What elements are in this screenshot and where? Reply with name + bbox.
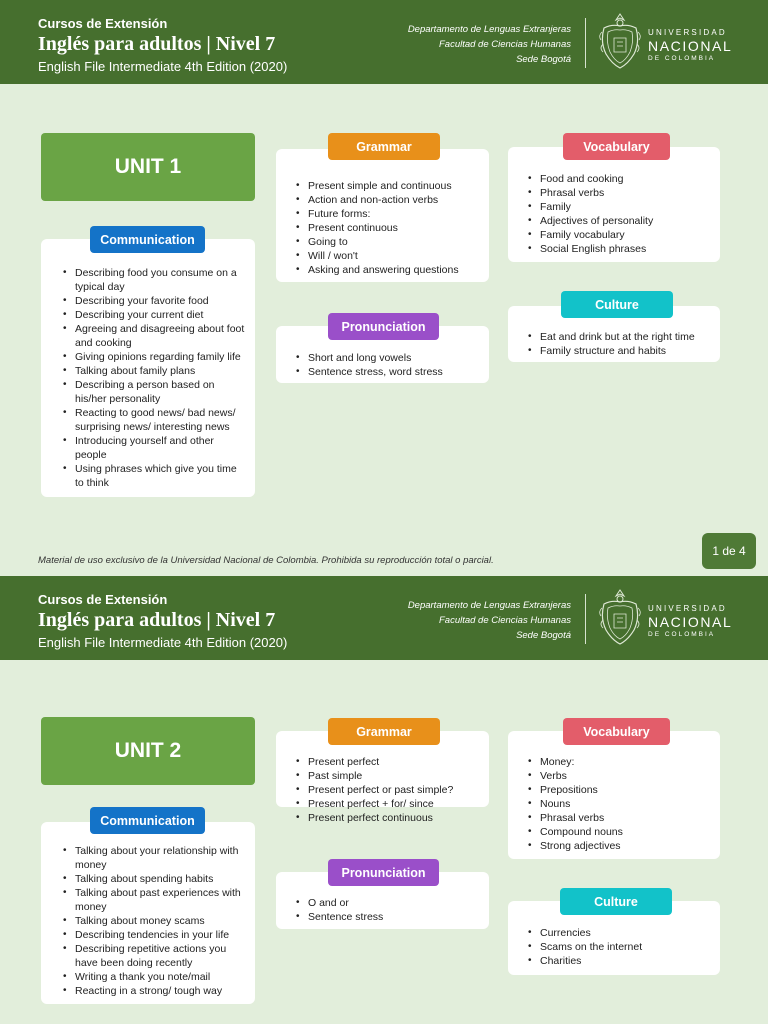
list-item: • Past simple <box>294 769 453 783</box>
course-edition: English File Intermediate 4th Edition (2020) <box>38 59 288 74</box>
unit-1-grammar-card <box>276 149 489 282</box>
wordmark-line-1: UNIVERSIDAD <box>648 604 727 613</box>
list-item: • Present simple and continuous <box>294 179 459 193</box>
unit-1-communication-card <box>41 239 255 497</box>
department-line: Departamento de Lenguas Extranjeras <box>407 600 571 611</box>
campus-line: Sede Bogotá <box>516 630 571 641</box>
wordmark-line-2: NACIONAL <box>648 614 733 630</box>
list-item: • Going to <box>294 235 459 249</box>
vocabulary-label: Vocabulary <box>563 718 670 745</box>
copyright-note: Material de uso exclusivo de la Universidad Nacional de Colombia. Prohibida su reproducción total o parcial. <box>38 555 494 566</box>
pronunciation-label: Pronunciation <box>328 313 439 340</box>
list-item: • Compound nouns <box>526 825 623 839</box>
culture-list <box>526 330 695 358</box>
list-item: • Asking and answering questions <box>294 263 459 277</box>
list-item: • Food and cooking <box>526 172 653 186</box>
communication-label: Communication <box>90 807 205 834</box>
list-item: • Present perfect continuous <box>294 811 453 825</box>
pronunciation-label: Pronunciation <box>328 859 439 886</box>
course-title: Inglés para adultos | Nivel 7 <box>38 609 276 631</box>
list-item: • Describing tendencies in your life <box>61 928 247 942</box>
course-name: Cursos de Extensión <box>38 592 168 607</box>
department-info <box>408 22 571 67</box>
wordmark-line-3: DE COLOMBIA <box>648 55 716 62</box>
page-2 <box>0 576 768 1024</box>
vocabulary-list <box>526 755 623 853</box>
grammar-list <box>294 179 459 277</box>
department-line: Departamento de Lenguas Extranjeras <box>407 24 571 35</box>
list-item: • Talking about family plans <box>61 364 247 378</box>
culture-list <box>526 926 642 968</box>
grammar-list <box>294 755 453 825</box>
list-item: • Using phrases which give you time to think <box>61 462 247 490</box>
list-item: • Describing a person based on his/her personality <box>61 378 247 406</box>
list-item: • Will / won't <box>294 249 459 263</box>
header-divider <box>585 594 586 644</box>
list-item: • Present perfect <box>294 755 453 769</box>
list-item: • Eat and drink but at the right time <box>526 330 695 344</box>
list-item: • Money: <box>526 755 623 769</box>
wordmark-line-3: DE COLOMBIA <box>648 631 716 638</box>
list-item: • Writing a thank you note/mail <box>61 970 247 984</box>
list-item: • Phrasal verbs <box>526 811 623 825</box>
page-header <box>0 0 768 84</box>
pronunciation-list <box>294 351 443 379</box>
list-item: • Phrasal verbs <box>526 186 653 200</box>
list-item: • Charities <box>526 954 642 968</box>
course-title: Inglés para adultos | Nivel 7 <box>38 33 276 55</box>
list-item: • Reacting to good news/ bad news/ surprising news/ interesting news <box>61 406 247 434</box>
list-item: • Agreeing and disagreeing about foot and cooking <box>61 322 247 350</box>
list-item: • Present continuous <box>294 221 459 235</box>
vocabulary-list <box>526 172 653 256</box>
pronunciation-list <box>294 896 383 924</box>
list-item: • Describing your favorite food <box>61 294 247 308</box>
list-item: • Adjectives of personality <box>526 214 653 228</box>
list-item: • Introducing yourself and other people <box>61 434 247 462</box>
university-seal-icon <box>598 12 642 70</box>
list-item: • Talking about spending habits <box>61 872 247 886</box>
list-item: • Talking about money scams <box>61 914 247 928</box>
list-item: • Strong adjectives <box>526 839 623 853</box>
list-item: • Short and long vowels <box>294 351 443 365</box>
list-item: • Giving opinions regarding family life <box>61 350 247 364</box>
list-item: • Scams on the internet <box>526 940 642 954</box>
list-item: • Describing your current diet <box>61 308 247 322</box>
list-item: • Sentence stress, word stress <box>294 365 443 379</box>
vocabulary-label: Vocabulary <box>563 133 670 160</box>
university-seal-icon <box>598 588 642 646</box>
culture-label: Culture <box>561 291 673 318</box>
wordmark-line-1: UNIVERSIDAD <box>648 28 727 37</box>
list-item: • Currencies <box>526 926 642 940</box>
list-item: • Family <box>526 200 653 214</box>
unit-2-title: UNIT 2 <box>41 717 255 785</box>
list-item: • Family vocabulary <box>526 228 653 242</box>
wordmark-line-2: NACIONAL <box>648 38 733 54</box>
university-wordmark <box>648 604 732 638</box>
list-item: • Describing food you consume on a typical day <box>61 266 247 294</box>
list-item: • Social English phrases <box>526 242 653 256</box>
unit-2-communication-card <box>41 822 255 1004</box>
list-item: • Future forms: <box>294 207 459 221</box>
unit-1-title: UNIT 1 <box>41 133 255 201</box>
department-info <box>408 598 571 643</box>
list-item: • O and or <box>294 896 383 910</box>
grammar-label: Grammar <box>328 133 440 160</box>
course-name: Cursos de Extensión <box>38 16 168 31</box>
page-header <box>0 576 768 660</box>
list-item: • Present perfect + for/ since <box>294 797 453 811</box>
culture-label: Culture <box>560 888 672 915</box>
university-wordmark <box>648 28 732 62</box>
unit-1-vocabulary-card <box>508 147 720 262</box>
unit-2-vocabulary-card <box>508 731 720 859</box>
communication-label: Communication <box>90 226 205 253</box>
faculty-line: Facultad de Ciencias Humanas <box>438 615 571 626</box>
list-item: • Sentence stress <box>294 910 383 924</box>
course-edition: English File Intermediate 4th Edition (2020) <box>38 635 288 650</box>
list-item: • Nouns <box>526 797 623 811</box>
list-item: • Prepositions <box>526 783 623 797</box>
communication-list <box>61 844 247 998</box>
list-item: • Talking about past experiences with money <box>61 886 247 914</box>
header-divider <box>585 18 586 68</box>
list-item: • Family structure and habits <box>526 344 695 358</box>
list-item: • Reacting in a strong/ tough way <box>61 984 247 998</box>
communication-list <box>61 266 247 490</box>
campus-line: Sede Bogotá <box>516 54 571 65</box>
grammar-label: Grammar <box>328 718 440 745</box>
list-item: • Verbs <box>526 769 623 783</box>
list-item: • Describing repetitive actions you have been doing recently <box>61 942 247 970</box>
faculty-line: Facultad de Ciencias Humanas <box>438 39 571 50</box>
list-item: • Present perfect or past simple? <box>294 783 453 797</box>
list-item: • Action and non-action verbs <box>294 193 459 207</box>
page-number-badge: 1 de 4 <box>702 533 756 569</box>
list-item: • Talking about your relationship with money <box>61 844 247 872</box>
